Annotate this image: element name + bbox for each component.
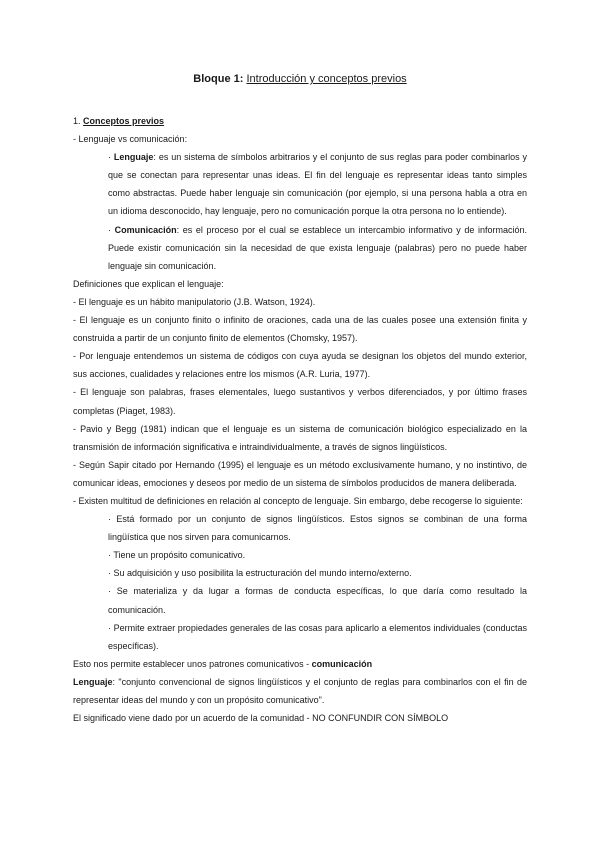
feature-item: · Está formado por un conjunto de signos lingüísticos. Estos signos se combinan de una forma lingüística que nos sirven para comunicarnos.	[108, 514, 527, 543]
lenguaje-term: Lenguaje	[113, 152, 154, 163]
definition-item: - Pavio y Begg (1981) indican que el lenguaje es un sistema de comunicación biológico especializado en la transmisión de información significativa e intraindividualmente, a través de signos lingüísticos.	[73, 423, 527, 452]
definition-item: - El lenguaje son palabras, frases elementales, luego sustantivos y verbos diferenciados, y por último frases completas (Piaget, 1983).	[73, 387, 527, 416]
definition-item: - El lenguaje es un hábito manipulatorio (J.B. Watson, 1924).	[73, 296, 316, 307]
quote-term: Lenguaje	[73, 676, 113, 687]
lenguaje-definition	[73, 148, 527, 220]
title-text: Introducción y conceptos previos	[246, 73, 407, 85]
feature-item: · Tiene un propósito comunicativo.	[108, 550, 246, 561]
definitions-intro: Definiciones que explican el lenguaje:	[73, 278, 224, 289]
lenguaje-quote	[73, 673, 527, 709]
title-prefix: Bloque 1:	[193, 73, 244, 85]
feature-item: · Se materializa y da lugar a formas de conducta específicas, lo que daría como resultado la comunicación.	[108, 586, 527, 615]
lenguaje-text: : es un sistema de símbolos arbitrarios y el conjunto de sus reglas para poder combinarlos y que se conectan para representar unas ideas. El fin del lenguaje es representar ideas tanto simples como abstractas. Puede haber lenguaje sin comunicación (por ejemplo, si una persona habla a otra en un idioma desconocido, hay lenguaje, pero no comunicación porque la otra persona no lo entiende).	[108, 152, 527, 217]
definition-item: - Existen multitud de definiciones en relación al concepto de lenguaje. Sin embargo, debe recogerse lo siguiente:	[73, 495, 523, 506]
comunicacion-term: Comunicación	[114, 224, 177, 235]
definition-item: - El lenguaje es un conjunto finito o infinito de oraciones, cada una de las cuales posee una extensión finita y construida a partir de un conjunto finito de elementos (Chomsky, 1957).	[73, 315, 527, 344]
definition-item: - Según Sapir citado por Hernando (1995) el lenguaje es un método exclusivamente humano, y no instintivo, de comunicar ideas, emociones y deseos por medio de un sistema de símbolos producidos de manera deliberada.	[73, 459, 527, 488]
document-body	[73, 112, 527, 727]
feature-item: · Su adquisición y uso posibilita la estructuración del mundo interno/externo.	[108, 568, 412, 579]
final-line: El significado viene dado por un acuerdo de la comunidad - NO CONFUNDIR CON SÍMBOLO	[73, 713, 449, 724]
bullet: ·	[108, 152, 114, 163]
bullet: ·	[108, 224, 115, 235]
patterns-text: Esto nos permite establecer unos patrones comunicativos -	[73, 658, 312, 669]
document-title	[0, 73, 600, 85]
section-heading	[73, 112, 527, 130]
comunicacion-text: : es el proceso por el cual se establece un intercambio informativo y de información. Puede existir comunicación sin la necesidad de que exista lenguaje (palabras) pero no puede haber lenguaje sin comunicación.	[108, 224, 528, 271]
patterns-line	[73, 655, 527, 673]
quote-text: : "conjunto convencional de signos lingüísticos y el conjunto de reglas para combinarlos con el fin de representar ideas del mundo y con un propósito comunicativo".	[73, 676, 527, 705]
intro-line: - Lenguaje vs comunicación:	[73, 134, 188, 145]
patterns-bold: comunicación	[311, 658, 373, 669]
section-number: 1.	[73, 116, 81, 126]
feature-item: · Permite extraer propiedades generales de las cosas para aplicarlo a elementos individuales (conductas específicas).	[108, 622, 527, 651]
section-heading-text: Conceptos previos	[83, 116, 165, 126]
comunicacion-definition	[73, 221, 527, 275]
definition-item: - Por lenguaje entendemos un sistema de códigos con cuya ayuda se designan los objetos del mundo exterior, sus acciones, cualidades y relaciones entre los mismos (A.R. Luria, 1977).	[73, 351, 527, 380]
